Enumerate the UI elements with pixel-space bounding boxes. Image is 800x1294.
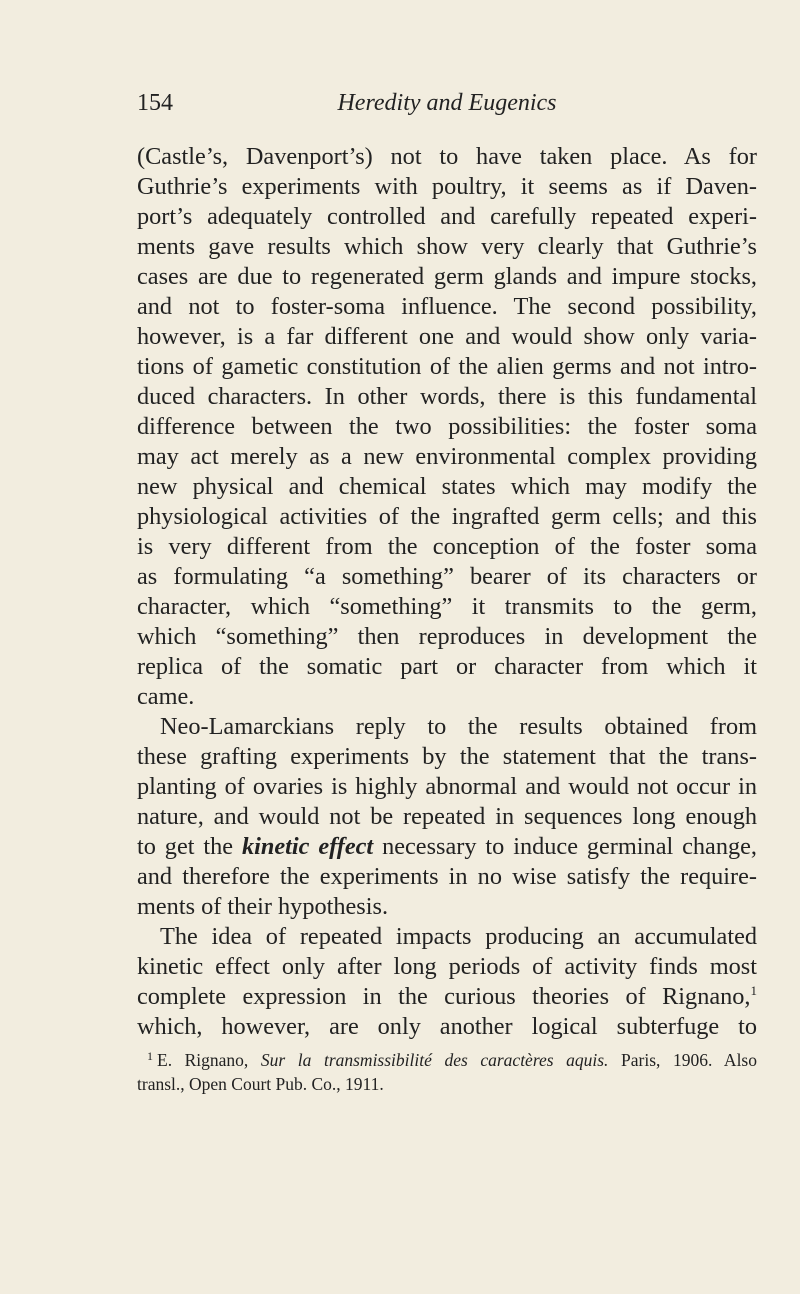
page-number: 154 [137,90,173,116]
text-line: character, which “something” it transmits to the germ, [137,593,757,620]
text-line: (Castle’s, Davenport’s) not to have taken place. As for [137,143,757,170]
text-run: E. Rignano, [157,1050,261,1070]
text-line: which, however, are only another logical subterfuge to [137,1013,757,1040]
text-line: nature, and would not be repeated in sequences long enough [137,803,757,830]
emphasized-term: kinetic effect [241,833,374,860]
text-line: planting of ovaries is highly abnormal and would not occur in [137,773,757,800]
text-line: however, is a far different one and would show only varia- [137,323,757,350]
text-line: and therefore the experiments in no wise satisfy the require- [137,863,757,890]
text-run: to get the [137,833,242,860]
text-line: kinetic effect only after long periods of activity finds most [137,953,757,980]
running-head: Heredity and Eugenics [337,90,557,116]
text-line [137,982,757,1012]
footnote-line: transl., Open Court Pub. Co., 1911. [137,1074,384,1094]
text-line: Neo-Lamarckians reply to the results obtained from [160,713,757,740]
footnote-marker: 1 [147,1049,153,1063]
text-line: may act merely as a new environmental complex providing [137,443,757,470]
text-run: Paris, 1906. Also [608,1050,757,1070]
text-line: Guthrie’s experiments with poultry, it seems as if Daven- [137,173,757,200]
text-line: cases are due to regenerated germ glands and impure stocks, [137,263,757,290]
text-line: port’s adequately controlled and carefully repeated experi- [137,203,757,230]
text-run: necessary to induce germinal change, [373,833,757,860]
text-line: ments of their hypothesis. [137,893,389,920]
text-line: replica of the somatic part or character from which it [137,653,757,680]
text-line: duced characters. In other words, there is this fundamental [137,383,757,410]
cited-title: Sur la transmissibilité des caractères aquis. [260,1050,609,1070]
text-run: complete expression in the curious theories of Rignano, [137,983,751,1010]
footnote-line [147,1048,757,1072]
text-line: is very different from the conception of the foster soma [137,533,757,560]
text-line: The idea of repeated impacts producing an accumulated [160,923,757,950]
page-header [137,90,757,124]
text-line [137,832,757,862]
text-line: came. [137,683,195,710]
text-line: difference between the two possibilities: the foster soma [137,413,757,440]
text-line: new physical and chemical states which may modify the [137,473,757,500]
text-line: physiological activities of the ingrafted germ cells; and this [137,503,757,530]
text-line: ments gave results which show very clearly that Guthrie’s [137,233,757,260]
text-line: as formulating “a something” bearer of its characters or [137,563,757,590]
text-line: these grafting experiments by the statement that the trans- [137,743,757,770]
footnote-reference: 1 [750,983,757,998]
text-line: tions of gametic constitution of the alien germs and not intro- [137,353,757,380]
text-line: which “something” then reproduces in development the [137,623,757,650]
text-line: and not to foster-soma influence. The second possibility, [137,293,757,320]
